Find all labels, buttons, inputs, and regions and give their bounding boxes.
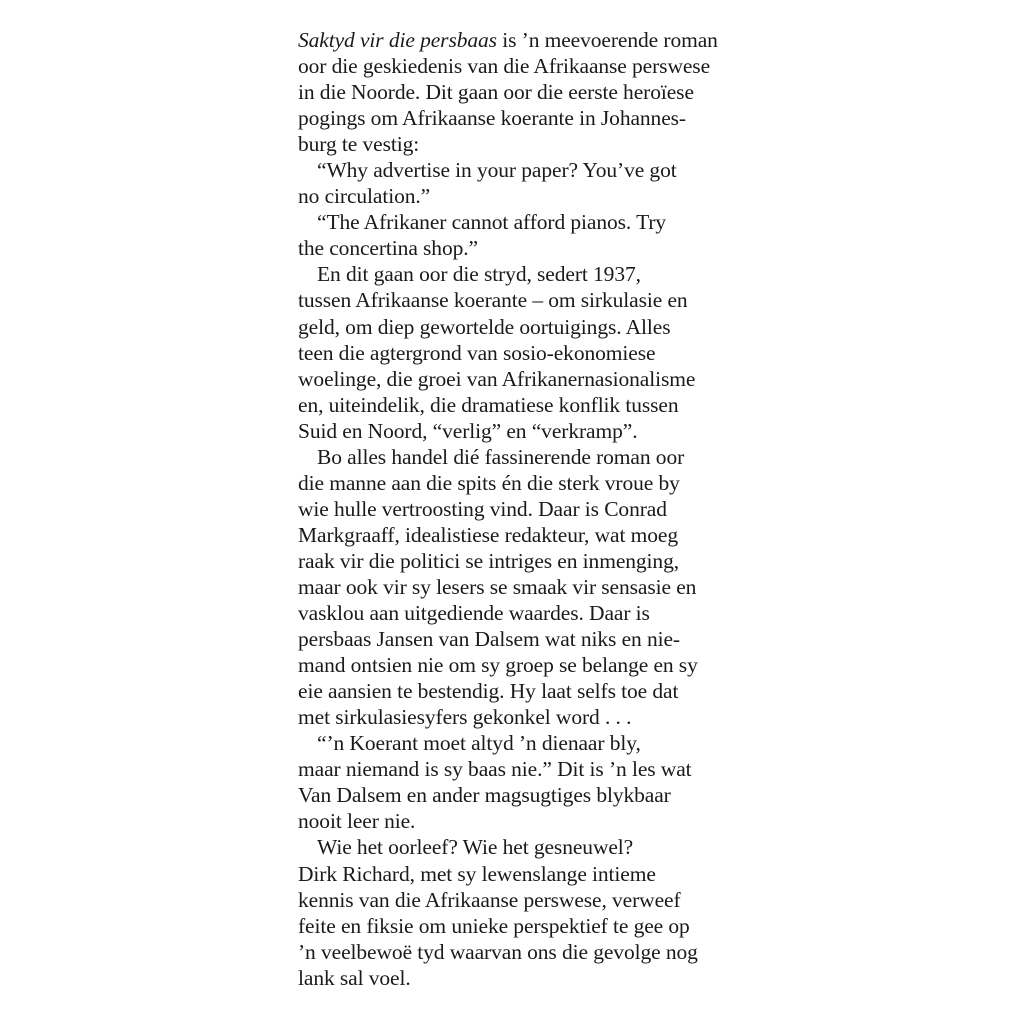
text-line-1 xyxy=(298,27,738,53)
text-line-quote: “The Afrikaner cannot afford pianos. Try xyxy=(317,210,667,235)
text-line: raak vir die politici se intriges en inmenging, xyxy=(298,548,680,573)
text-line: die manne aan die spits én die sterk vroue by xyxy=(298,470,680,495)
text-line: maar ook vir sy lesers se smaak vir sensasie en xyxy=(298,574,697,599)
text-line-paragraph-start: En dit gaan oor die stryd, sedert 1937, xyxy=(317,262,641,287)
text-line: Van Dalsem en ander magsugtiges blykbaar xyxy=(298,783,671,808)
text-line: in die Noorde. Dit gaan oor die eerste heroïese xyxy=(298,80,694,105)
text-line: persbaas Jansen van Dalsem wat niks en nie- xyxy=(298,627,680,652)
text-line: mand ontsien nie om sy groep se belange en sy xyxy=(298,653,698,678)
text-line: met sirkulasiesyfers gekonkel word . . . xyxy=(298,705,632,730)
text-line: ’n veelbewoë tyd waarvan ons die gevolge nog xyxy=(298,939,698,964)
text-line: en, uiteindelik, die dramatiese konflik tussen xyxy=(298,392,679,417)
text-line: Suid en Noord, “verlig” en “verkramp”. xyxy=(298,418,638,443)
text-line: burg te vestig: xyxy=(298,132,420,157)
text-line: feite en fiksie om unieke perspektief te gee op xyxy=(298,913,690,938)
text-line-paragraph-start: Wie het oorleef? Wie het gesneuwel? xyxy=(317,835,634,860)
text-line-quote: “’n Koerant moet altyd ’n dienaar bly, xyxy=(317,731,641,756)
text-line: geld, om diep gewortelde oortuigings. Alles xyxy=(298,314,671,339)
text-line: maar niemand is sy baas nie.” Dit is ’n les wat xyxy=(298,757,692,782)
text-line: teen die agtergrond van sosio-ekonomiese xyxy=(298,340,656,365)
text-line: woelinge, die groei van Afrikanernasionalisme xyxy=(298,366,696,391)
text-line-paragraph-start: Bo alles handel dié fassinerende roman oor xyxy=(317,444,685,469)
text-line: eie aansien te bestendig. Hy laat selfs toe dat xyxy=(298,679,679,704)
text-line: tussen Afrikaanse koerante – om sirkulasie en xyxy=(298,288,688,313)
text-line: lank sal voel. xyxy=(298,965,411,990)
text-line: no circulation.” xyxy=(298,184,431,209)
blurb-text xyxy=(298,27,738,991)
text-line-quote: “Why advertise in your paper? You’ve got xyxy=(317,158,677,183)
text-line: oor die geskiedenis van die Afrikaanse perswese xyxy=(298,54,711,79)
book-title: Saktyd vir die persbaas xyxy=(298,28,497,52)
text-line: vasklou aan uitgediende waardes. Daar is xyxy=(298,601,650,626)
text-line: pogings om Afrikaanse koerante in Johannes- xyxy=(298,106,686,131)
text-line: the concertina shop.” xyxy=(298,236,478,261)
text-line: nooit leer nie. xyxy=(298,809,416,834)
text-line: wie hulle vertroosting vind. Daar is Conrad xyxy=(298,496,667,521)
text-line-1-rest: is ’n meevoerende roman xyxy=(496,28,718,52)
text-line: Markgraaff, idealistiese redakteur, wat moeg xyxy=(298,522,678,547)
text-line: Dirk Richard, met sy lewenslange intieme xyxy=(298,861,656,886)
text-line: kennis van die Afrikaanse perswese, verweef xyxy=(298,887,681,912)
